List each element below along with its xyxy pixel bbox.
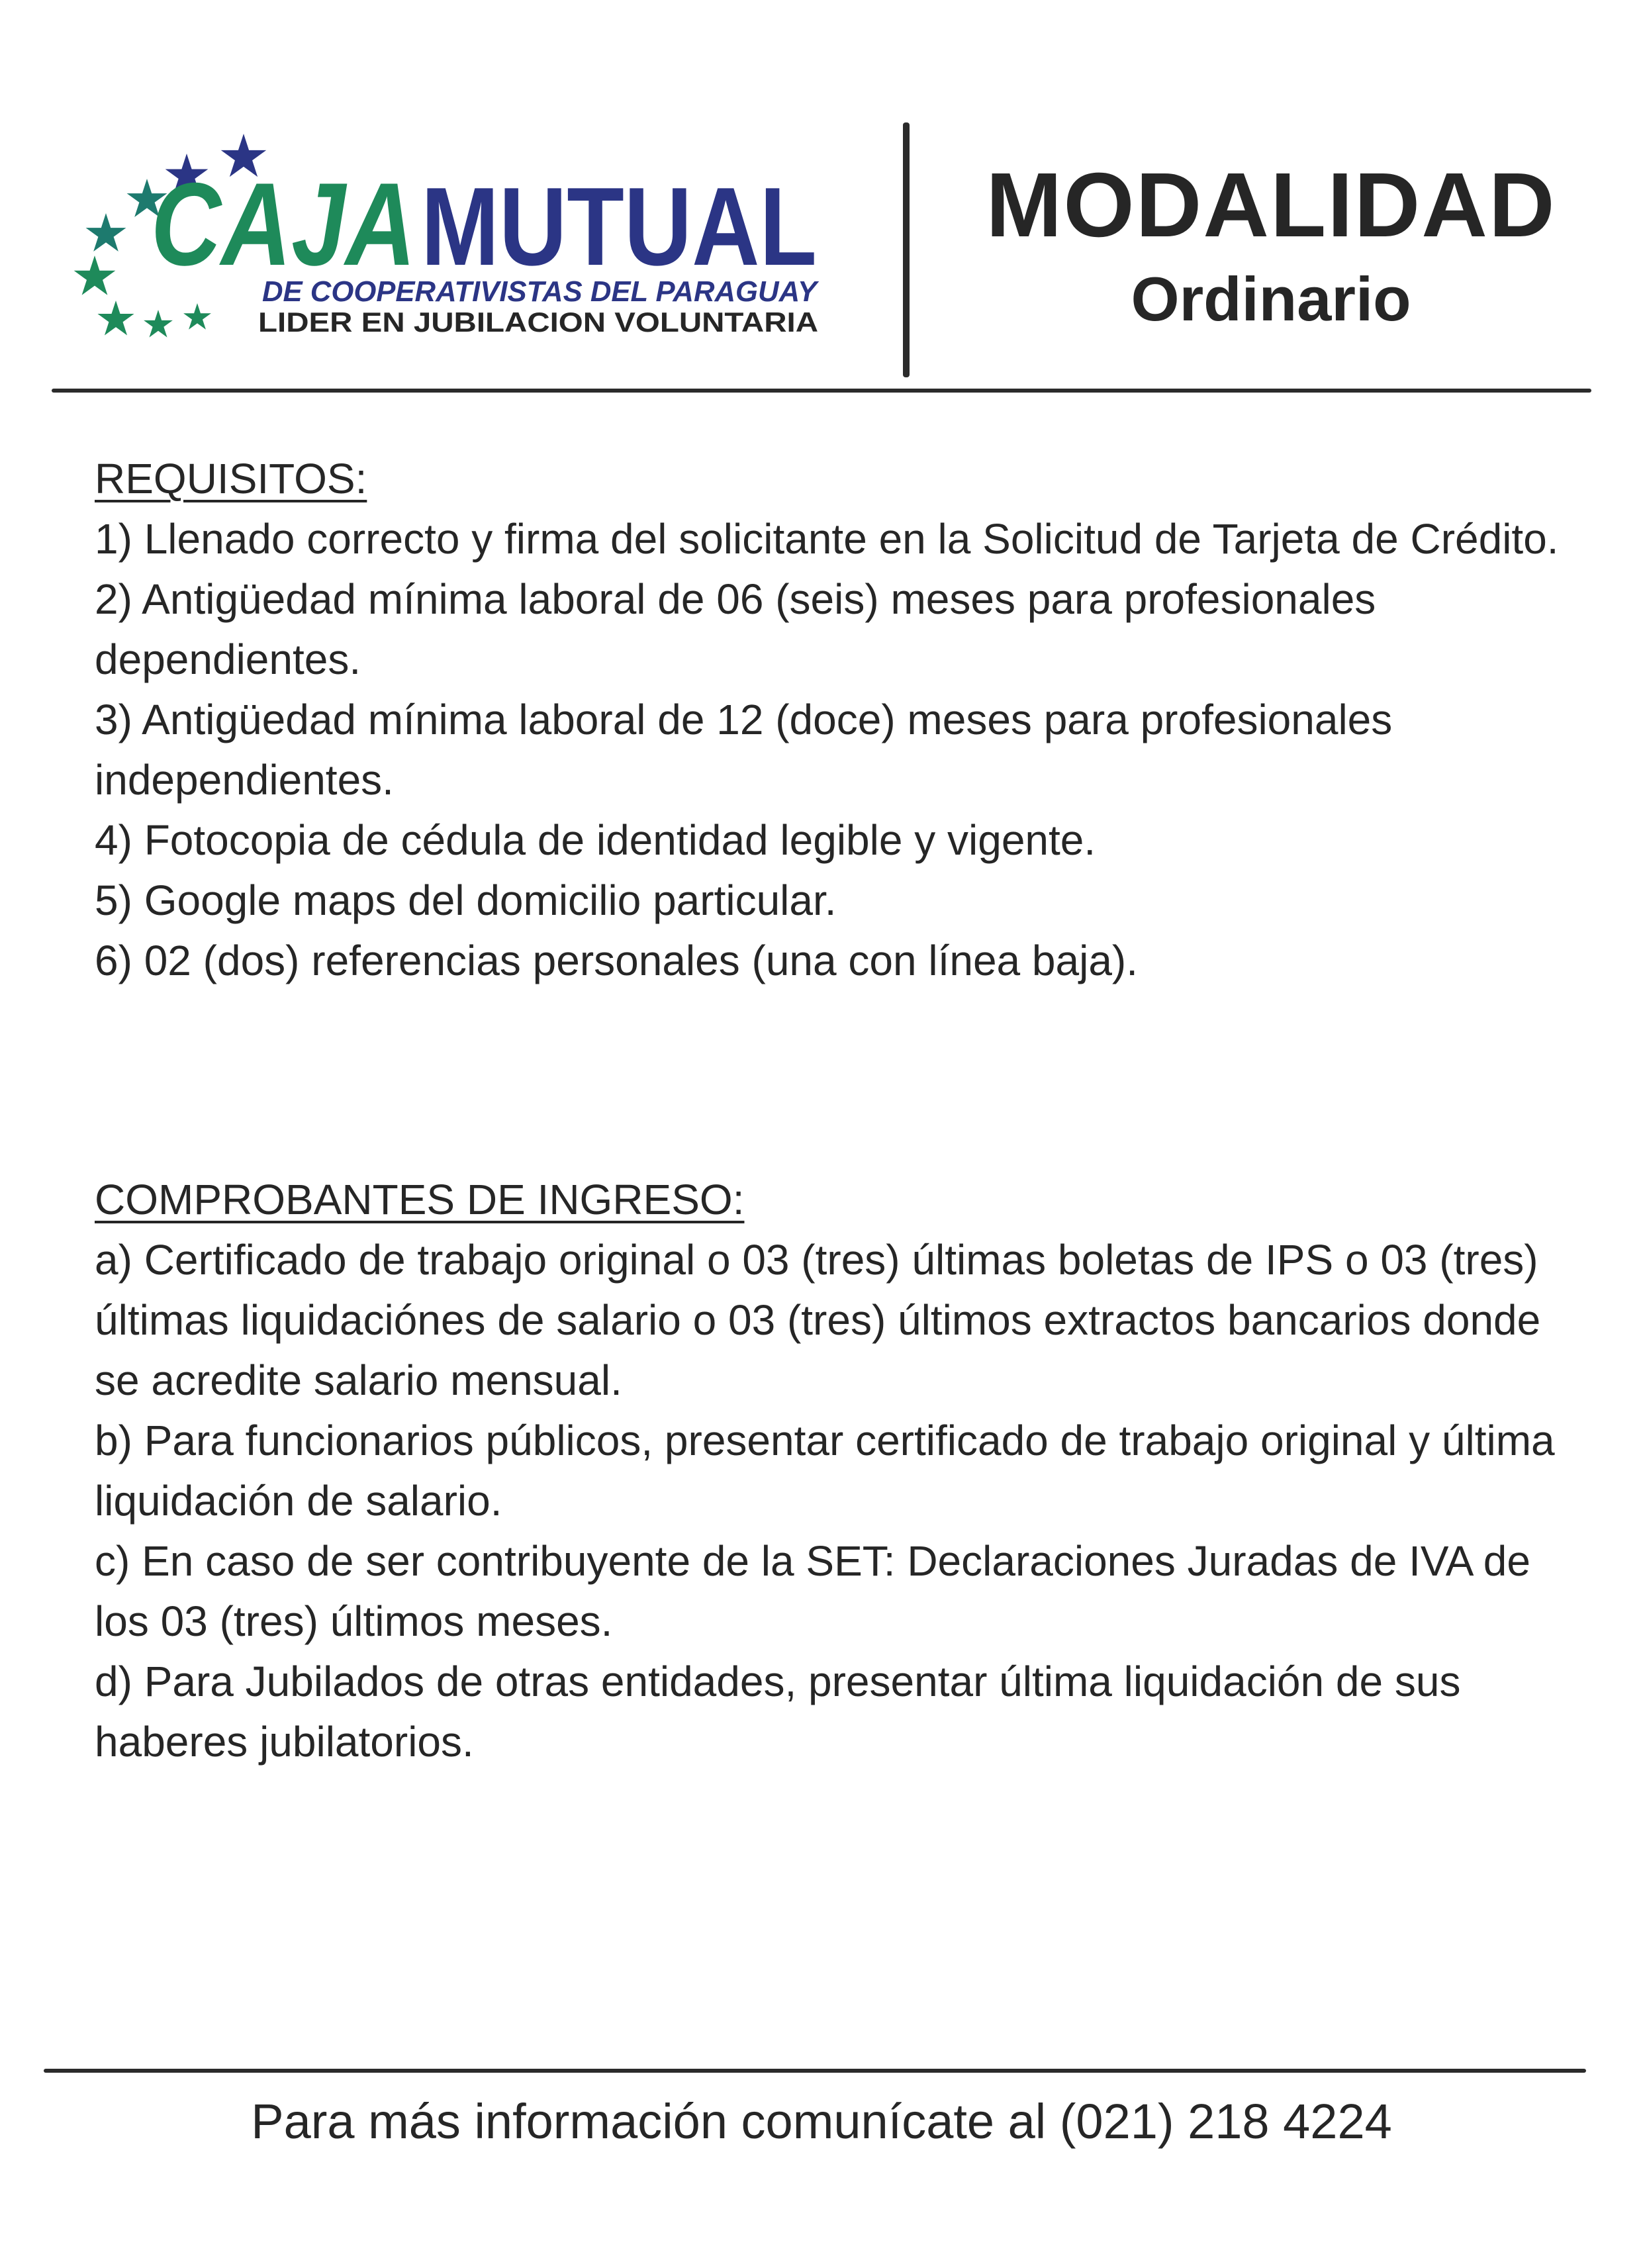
comprobante-item: b) Para funcionarios públicos, presentar certificado de trabajo original y última liquidación de salario. [95,1417,1555,1525]
footer-contact: Para más información comunícate al (021) 218 4224 [251,2094,1392,2149]
star-icon [86,213,126,252]
requisito-item: 2) Antigüedad mínima laboral de 06 (seis) meses para profesionales dependientes. [95,575,1376,683]
logo-tagline: LIDER EN JUBILACION VOLUNTARIA [258,307,818,338]
logo-name-caja: CAJA [151,158,416,290]
logo-subtitle: DE COOPERATIVISTAS DEL PARAGUAY [262,275,820,308]
comprobante-item: c) En caso de ser contribuyente de la SET: Declaraciones Juradas de IVA de los 03 (tres) últimos meses. [95,1537,1530,1645]
caja-mutual-logo [66,126,834,351]
requisito-item: 6) 02 (dos) referencias personales (una con línea baja). [95,937,1138,984]
header-divider [52,389,1591,393]
modalidad-title: MODALIDAD [986,154,1556,256]
star-icon [183,303,211,330]
comprobante-item: a) Certificado de trabajo original o 03 (tres) últimas boletas de IPS o 03 (tres) últimas liquidaciónes de salario o 03 (tres) últimos extractos bancarios donde se acredite salario mensual. [95,1236,1541,1404]
requisitos-heading: REQUISITOS: [95,455,367,502]
comprobante-item: d) Para Jubilados de otras entidades, presentar última liquidación de sus haberes jubilatorios. [95,1658,1461,1766]
star-icon [74,256,116,295]
comprobantes-heading: COMPROBANTES DE INGRESO: [95,1176,745,1223]
requisito-item: 4) Fotocopia de cédula de identidad legible y vigente. [95,816,1096,864]
requisitos-section [95,449,1577,991]
footer-divider [44,2069,1586,2073]
requisito-item: 3) Antigüedad mínima laboral de 12 (doce) meses para profesionales independientes. [95,696,1393,804]
header-vertical-divider [903,122,910,377]
star-icon [97,301,134,335]
comprobantes-section [95,1170,1577,1772]
requisito-item: 5) Google maps del domicilio particular. [95,876,837,924]
modalidad-value: Ordinario [1131,264,1411,334]
requisito-item: 1) Llenado correcto y firma del solicitante en la Solicitud de Tarjeta de Crédito. [95,515,1559,563]
logo-name-mutual: MUTUAL [421,164,817,289]
star-icon [144,310,173,338]
logo-graphic [66,126,834,351]
